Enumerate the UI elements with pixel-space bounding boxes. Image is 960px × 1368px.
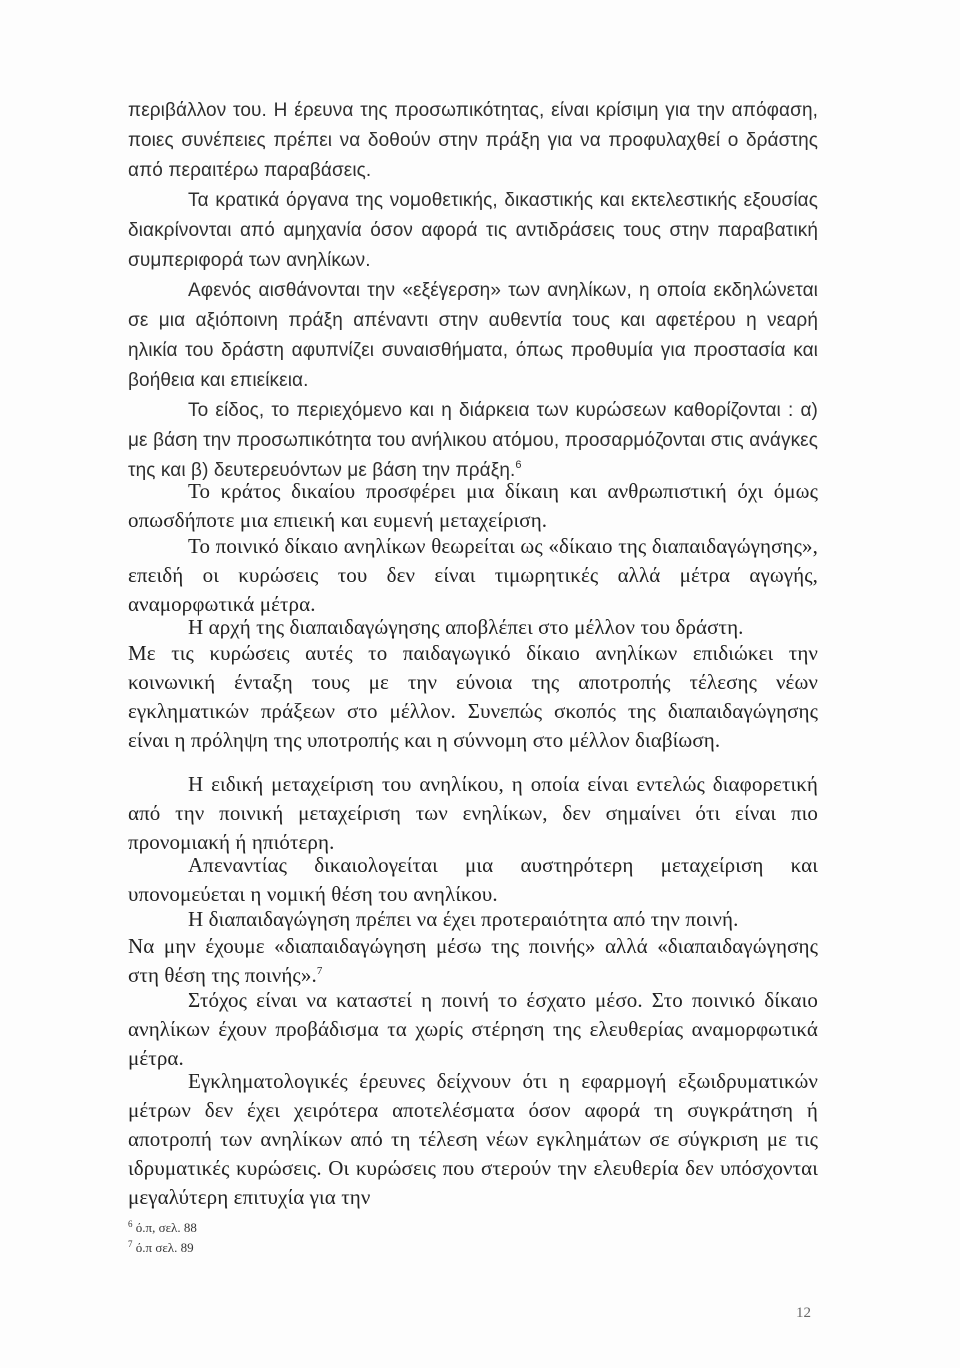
footnote: $^7$ ό.π σελ. 89 [128,1239,194,1255]
paragraph: Η διαπαιδαγώγηση πρέπει να έχει προτεραιότητα από την ποινή. [188,907,739,931]
paragraph: Αφενός αισθάνονται την «εξέγερση» των ανηλίκων, η οποία εκδηλώνεται σε μια αξιόποινη πράξη απέναντι στην αυθεντία τους και αφετέρου η νεαρή ηλικία του δράστη αφυπνίζει συναισθήματα, όπως προθυμία για προστασία και βοήθεια και επιείκεια. [128,280,818,391]
paragraph: Να μην έχουμε «διαπαιδαγώγηση μέσω της ποινής» αλλά «διαπαιδαγώγησης στη θέση της ποινής».$^7$ [128,934,818,987]
paragraph: Τα κρατικά όργανα της νομοθετικής, δικαστικής και εκτελεστικής εξουσίας διακρίνονται από αμηχανία όσον αφορά τις αντιδράσεις τους στην παραβατική συμπεριφορά των ανηλίκων. [128,190,818,271]
paragraph: περιβάλλον του. Η έρευνα της προσωπικότητας, είναι κρίσιμη για την απόφαση, ποιες συνέπειες πρέπει να δοθούν στην πράξη για να προφυλαχθεί ο δράστης από περαιτέρω παραβάσεις. [128,100,818,181]
paragraph: Με τις κυρώσεις αυτές το παιδαγωγικό δίκαιο ανηλίκων επιδιώκει την κοινωνική ένταξη τους με την εύνοια της αποτροπής τέλεσης νέων εγκληματικών πράξεων στο μέλλον. Συνεπώς σκοπός της διαπαιδαγώγησης είναι η πρόληψη της υποτροπής και η σύννομη στο μέλλον διαβίωση. [128,641,818,752]
paragraph: Εγκληματολογικές έρευνες δείχνουν ότι η εφαρμογή εξωιδρυματικών μέτρων δεν έχει χειρότερα αποτελέσματα όσον αφορά τη συγκράτηση ή αποτροπή των ανηλίκων από τη τέλεση νέων εγκλημάτων σε σύγκριση με τις ιδρυματικές κυρώσεις. Οι κυρώσεις που στερούν την ελευθερία δεν υπόσχονται μεγαλύτερη επιτυχία για την [128,1069,818,1209]
footnote-ref: 7 [316,965,323,977]
paragraph: Η ειδική μεταχείριση του ανηλίκου, η οποία είναι εντελώς διαφορετική από την ποινική μεταχείριση των ενηλίκων, δεν σημαίνει ότι είναι πιο προνομιακή ή ηπιότερη. [128,772,818,854]
page-number: 12 [796,1305,811,1321]
footnote-ref: 6 [515,459,522,471]
paragraph: Η αρχή της διαπαιδαγώγησης αποβλέπει στο μέλλον του δράστη. [188,615,744,639]
footnote: $^6$ ό.π, σελ. 88 [128,1219,197,1235]
paragraph: Το είδος, το περιεχόμενο και η διάρκεια των κυρώσεων καθορίζονται : α) με βάση την προσωπικότητα του ανήλικου ατόμου, προσαρμόζονται στις ανάγκες της και β) δευτερευόντων με βάση την πράξη.$^6$ [128,400,818,481]
paragraph: Στόχος είναι να καταστεί η ποινή το έσχατο μέσο. Στο ποινικό δίκαιο ανηλίκων έχουν προβάδισμα τα χωρίς στέρηση της ελευθερίας αναμορφωτικά μέτρα. [128,988,818,1070]
paragraph: Απεναντίας δικαιολογείται μια αυστηρότερη μεταχείριση και υπονομεύεται η νομική θέση του ανηλίκου. [128,853,818,906]
paragraph: Το κράτος δικαίου προσφέρει μια δίκαιη και ανθρωπιστική όχι όμως οπωσδήποτε μια επιεική και ευμενή μεταχείριση. [128,479,818,532]
paragraph: Το ποινικό δίκαιο ανηλίκων θεωρείται ως «δίκαιο της διαπαιδαγώγησης», επειδή οι κυρώσεις του δεν είναι τιμωρητικές αλλά μέτρα αγωγής, αναμορφωτικά μέτρα. [128,534,818,616]
